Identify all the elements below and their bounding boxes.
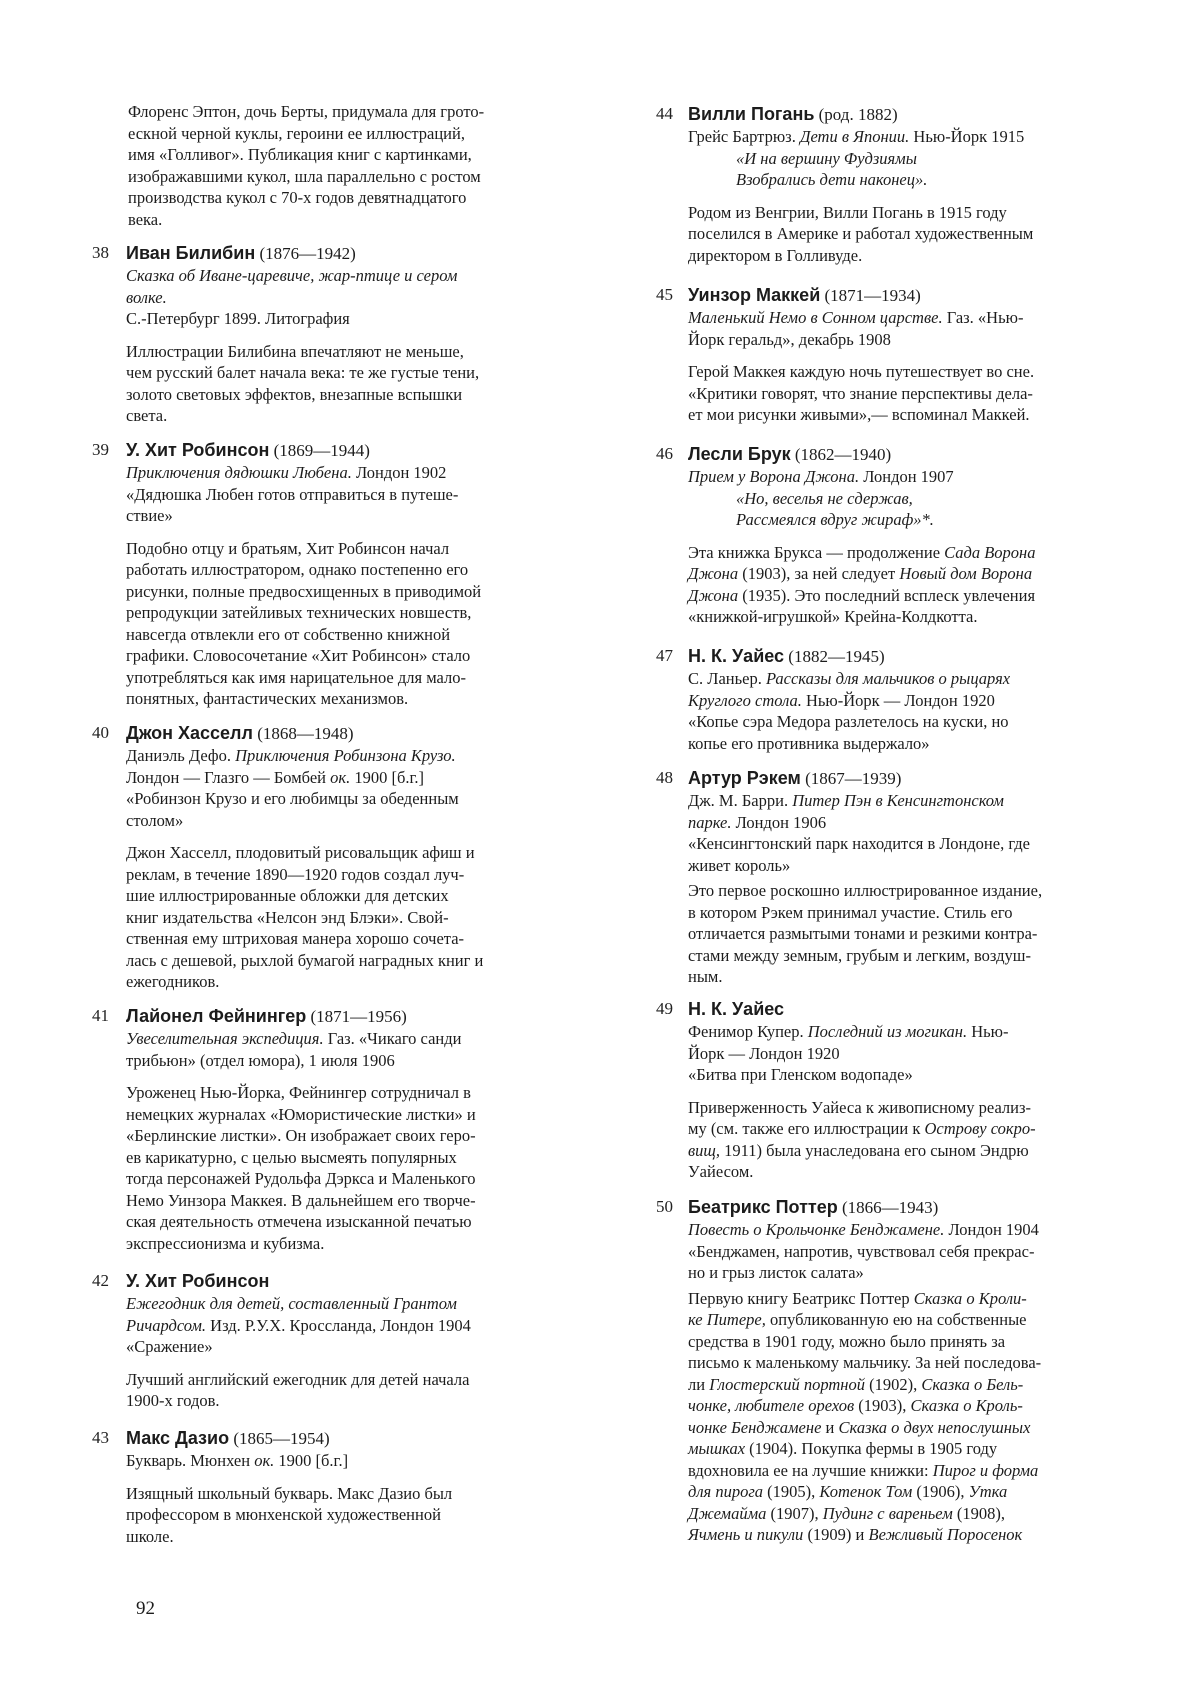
catalog-entry-49 [688,998,1158,1183]
text-line: Джон Хасселл, плодовитый рисовальщик афиш и [126,842,586,864]
catalog-entry-40 [126,722,586,993]
text-line: рисунки, полные предвосхищенных в приводимой [126,581,586,603]
artist-dates: (1866—1943) [842,1198,938,1217]
publication-info: Газ. «Чикаго санди [324,1029,462,1048]
text-line: профессором в мюнхенской художественной [126,1504,586,1526]
author: С. Ланьер. [688,669,766,688]
book-title: Сказка об Иване-царевиче, жар-птице и сером [126,266,457,285]
catalog-entry-39 [126,439,586,710]
publication-info: Газ. «Нью- [943,308,1024,327]
illustration-caption: «Сражение» [126,1336,586,1358]
illustration-caption: столом» [126,810,586,832]
author: Дж. М. Барри. [688,791,792,810]
book-title: Круглого стола. [688,691,802,710]
text-line: Первую книгу Беатрикс Поттер Сказка о Кроли- [688,1288,1158,1310]
catalog-entry-41 [126,1005,586,1254]
text-line: вдохновила ее на лучшие книжки: Пирог и форма [688,1460,1158,1482]
catalog-entry-43 [126,1427,586,1547]
publication-info: С.-Петербург 1899. Литография [126,308,586,330]
artist-name: Лайонел Фейнингер [126,1006,306,1026]
text-line: света. [126,405,586,427]
text-line: Приверженность Уайеса к живописному реализ- [688,1097,1158,1119]
catalog-entry-47 [688,645,1158,754]
text-line: имя «Голливог». Публикация книг с картинками, [128,144,583,166]
text-line: тогда персонажей Рудольфа Дэркса и Маленького [126,1168,586,1190]
entry-number: 40 [92,722,109,744]
text-line: вищ, 1911) была унаследована его сыном Эндрю [688,1140,1158,1162]
catalog-entry-48 [688,767,1158,988]
entry-number: 44 [656,103,673,125]
text-line: немецких журналах «Юмористические листки» и [126,1104,586,1126]
text-line: «Критики говорят, что знание перспективы дела- [688,383,1158,405]
text-line: чонке, любителе орехов (1903), Сказка о Кроль- [688,1395,1158,1417]
publication-info: Лондон 1906 [732,813,827,832]
publication-info: Нью-Йорк — Лондон 1920 [802,691,995,710]
page-number: 92 [136,1598,155,1620]
text-line: репродукции затейливых технических новшеств, [126,602,586,624]
artist-dates: (1869—1944) [274,441,370,460]
text-line: мышках (1904). Покупка фермы в 1905 году [688,1438,1158,1460]
text-line: шие иллюстрированные обложки для детских [126,885,586,907]
catalog-entry-46 [688,443,1158,628]
text-line: Иллюстрации Билибина впечатляют не меньше, [126,341,586,363]
publication-info: Йорк — Лондон 1920 [688,1043,1158,1065]
text-line: Джемайма (1907), Пудинг с вареньем (1908), [688,1503,1158,1525]
illustration-caption: живет король» [688,855,1158,877]
book-title: Питер Пэн в Кенсингтонском [792,791,1004,810]
text-line: 1900-х годов. [126,1390,586,1412]
entry-number: 45 [656,284,673,306]
artist-name: Артур Рэкем [688,768,801,788]
poem-line: «Но, веселья не сдержав, [688,488,1158,510]
text-line: школе. [126,1526,586,1548]
text-line: му (см. также его иллюстрации к Острову сокро- [688,1118,1158,1140]
text-line: производства кукол с 70-х годов девятнадцатого [128,187,583,209]
poem-line: Рассмеялся вдруг жираф»*. [688,509,1158,531]
text-line: лась с дешевой, рыхлой бумагой наградных книг и [126,950,586,972]
text-line: ным. [688,966,1158,988]
catalog-entry-38 [126,242,586,427]
artist-name: Джон Хасселл [126,723,253,743]
text-line: золото световых эффектов, внезапные вспышки [126,384,586,406]
entry-number: 49 [656,998,673,1020]
text-line: поселился в Америке и работал художественным [688,223,1158,245]
book-title: Ричардсом. [126,1316,206,1335]
text-line: «Берлинские листки». Он изображает своих геро- [126,1125,586,1147]
text-line: Изящный школьный букварь. Макс Дазио был [126,1483,586,1505]
text-line: для пирога (1905), Котенок Том (1906), Утка [688,1481,1158,1503]
text-line: Уроженец Нью-Йорка, Фейнингер сотрудничал в [126,1082,586,1104]
text-line: Родом из Венгрии, Вилли Погань в 1915 году [688,202,1158,224]
text-line: Это первое роскошно иллюстрированное издание, [688,880,1158,902]
text-line: реклам, в течение 1890—1920 годов создал луч- [126,864,586,886]
text-line: понятных, фантастических механизмов. [126,688,586,710]
text-line: Эта книжка Брукса — продолжение Сада Ворона [688,542,1158,564]
text-line: экспрессионизма и кубизма. [126,1233,586,1255]
author: Грейс Бартрюз. [688,127,800,146]
artist-dates: (1871—1956) [310,1007,406,1026]
illustration-caption: «Кенсингтонский парк находится в Лондоне, где [688,833,1158,855]
book-title: Дети в Японии. [800,127,909,146]
artist-name: Н. К. Уайес [688,646,784,666]
illustration-caption: «Бенджамен, напротив, чувствовал себя прекрас- [688,1241,1158,1263]
artist-dates: (1862—1940) [795,445,891,464]
text-line: изображавшими кукол, шла параллельно с ростом [128,166,583,188]
publication-info: Изд. Р.У.Х. Кроссланда, Лондон 1904 [206,1316,471,1335]
entry-number: 48 [656,767,673,789]
text-line: отличается размытыми тонами и резкими контра- [688,923,1158,945]
entry-number: 39 [92,439,109,461]
text-line: ли Глостерский портной (1902), Сказка о Бель- [688,1374,1158,1396]
entry-number: 43 [92,1427,109,1449]
entry-number: 41 [92,1005,109,1027]
artist-dates: (1867—1939) [805,769,901,788]
book-title: Прием у Ворона Джона. [688,467,859,486]
publication-info: Нью- [967,1022,1008,1041]
illustration-caption: копье его противника выдержало» [688,733,1158,755]
text-line: Уайесом. [688,1161,1158,1183]
artist-dates: (1865—1954) [233,1429,329,1448]
catalog-entry-45 [688,284,1158,426]
book-title: парке. [688,813,732,832]
text-line: Лучший английский ежегодник для детей начала [126,1369,586,1391]
artist-dates: (1882—1945) [788,647,884,666]
publication-info: трибьюн» (отдел юмора), 1 июля 1906 [126,1050,586,1072]
text-line: Подобно отцу и братьям, Хит Робинсон начал [126,538,586,560]
catalog-entry-50 [688,1196,1158,1546]
text-line: ке Питере, опубликованную ею на собственные [688,1309,1158,1331]
text-line: ственная ему штриховая манера хорошо сочета- [126,928,586,950]
text-line: директором в Голливуде. [688,245,1158,267]
text-line: века. [128,209,583,231]
artist-name: У. Хит Робинсон [126,440,269,460]
text-line: Ячмень и пикули (1909) и Вежливый Поросенок [688,1524,1158,1546]
book-title: Рассказы для мальчиков о рыцарях [766,669,1010,688]
author: Даниэль Дефо. [126,746,235,765]
book-title: Последний из могикан. [808,1022,967,1041]
entry-number: 50 [656,1196,673,1218]
illustration-caption: «Битва при Гленском водопаде» [688,1064,1158,1086]
artist-name: У. Хит Робинсон [126,1271,269,1291]
illustration-caption: но и грыз листок салата» [688,1262,1158,1284]
entry-number: 46 [656,443,673,465]
catalog-entry-42 [126,1270,586,1412]
text-line: работать иллюстратором, однако постепенно его [126,559,586,581]
book-title: Увеселительная экспедиция. [126,1029,324,1048]
text-line: Джона (1903), за ней следует Новый дом Ворона [688,563,1158,585]
publication-info: Йорк геральд», декабрь 1908 [688,329,1158,351]
artist-name: Н. К. Уайес [688,999,784,1019]
artist-dates: (1868—1948) [257,724,353,743]
text-line: письмо к маленькому мальчику. За ней последова- [688,1352,1158,1374]
publication-info: Лондон 1902 [352,463,447,482]
publication-info: Лондон — Глазго — Бомбей ок. 1900 [б.г.] [126,767,586,789]
entry-number: 47 [656,645,673,667]
text-line: чонке Бенджамене и Сказка о двух непослушных [688,1417,1158,1439]
illustration-caption: «Дядюшка Любен готов отправиться в путеше- [126,484,586,506]
text-line: «книжкой-игрушкой» Крейна-Колдкотта. [688,606,1158,628]
text-line: графики. Словосочетание «Хит Робинсон» стало [126,645,586,667]
book-title: Ежегодник для детей, составленный Грантом [126,1294,457,1313]
text-line: чем русский балет начала века: те же густые тени, [126,362,586,384]
entry-number: 38 [92,242,109,264]
artist-dates: (род. 1882) [819,105,898,124]
book-title: Повесть о Крольчонке Бенджамене. [688,1220,944,1239]
poem-line: «И на вершину Фудзиямы [688,148,1158,170]
text-line: Джона (1935). Это последний всплеск увлечения [688,585,1158,607]
text-line: навсегда отвлекли его от собственно книжной [126,624,586,646]
illustration-caption: ствие» [126,505,586,527]
artist-name: Лесли Брук [688,444,791,464]
entry-number: 42 [92,1270,109,1292]
artist-dates: (1876—1942) [259,244,355,263]
text-line: ет мои рисунки живыми»,— вспоминал Маккей. [688,404,1158,426]
publication-info: Лондон 1907 [859,467,954,486]
artist-name: Беатрикс Поттер [688,1197,838,1217]
artist-name: Вилли Погань [688,104,814,124]
book-title: Приключения Робинзона Крузо. [235,746,455,765]
artist-name: Иван Билибин [126,243,255,263]
publication-info: Нью-Йорк 1915 [909,127,1024,146]
text-line: ежегодников. [126,971,586,993]
publication-info: Букварь. Мюнхен ок. 1900 [б.г.] [126,1450,586,1472]
publication-info: Лондон 1904 [944,1220,1039,1239]
text-line: ская деятельность отмечена изысканной печатью [126,1211,586,1233]
text-line: Немо Уинзора Маккея. В дальнейшем его творче- [126,1190,586,1212]
text-line: употребляться как имя нарицательное для мало- [126,667,586,689]
book-title: волке. [126,288,167,307]
text-line: средства в 1901 году, можно было принять за [688,1331,1158,1353]
text-line: ев карикатурно, с целью высмеять популярных [126,1147,586,1169]
book-title: Маленький Немо в Сонном царстве. [688,308,943,327]
artist-name: Уинзор Маккей [688,285,820,305]
poem-line: Взобрались дети наконец». [688,169,1158,191]
text-line: ескной черной куклы, героини ее иллюстраций, [128,123,583,145]
author: Фенимор Купер. [688,1022,808,1041]
intro-paragraph [128,101,583,230]
artist-dates: (1871—1934) [825,286,921,305]
text-line: книг издательства «Нелсон энд Блэки». Свой- [126,907,586,929]
catalog-entry-44 [688,103,1158,266]
illustration-caption: «Робинзон Крузо и его любимцы за обеденным [126,788,586,810]
illustration-caption: «Копье сэра Медора разлетелось на куски, но [688,711,1158,733]
text-line: в котором Рэкем принимал участие. Стиль его [688,902,1158,924]
text-line: Флоренс Эптон, дочь Берты, придумала для грото- [128,101,583,123]
artist-name: Макс Дазио [126,1428,229,1448]
text-line: стами между земным, грубым и легким, воздуш- [688,945,1158,967]
book-title: Приключения дядюшки Любена. [126,463,352,482]
text-line: Герой Маккея каждую ночь путешествует во сне. [688,361,1158,383]
